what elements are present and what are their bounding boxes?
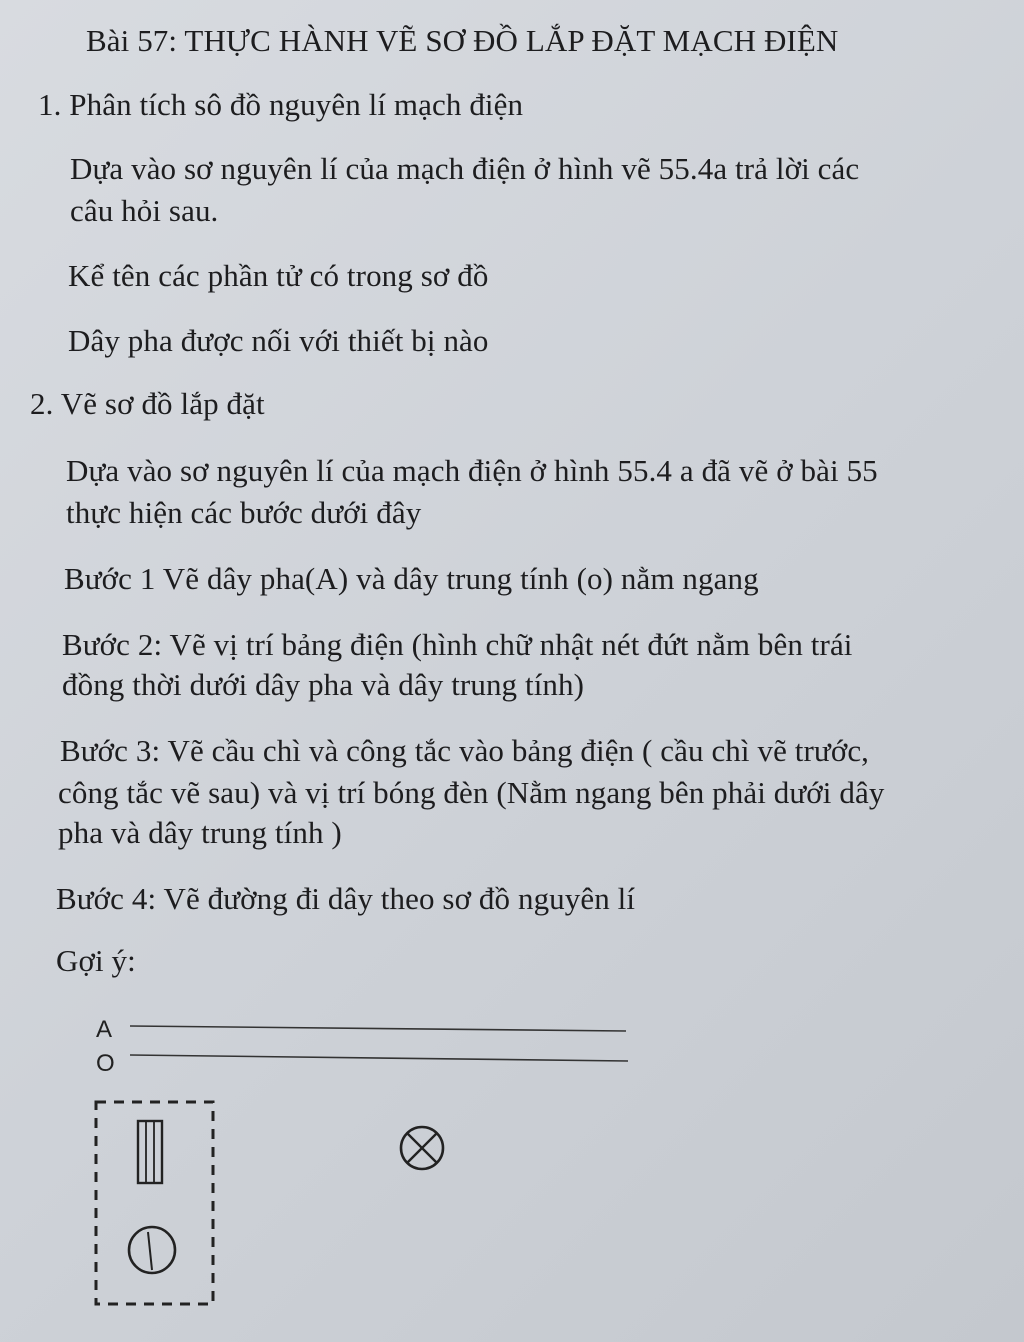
section-2-heading: 2. Vẽ sơ đồ lắp đặt bbox=[30, 386, 265, 421]
step-2-line-2: đồng thời dưới dây pha và dây trung tính) bbox=[62, 667, 585, 702]
step-3-line-2: công tắc vẽ sau) và vị trí bóng đèn (Nằm ngang bên phải dưới dây bbox=[58, 775, 885, 810]
phase-wire bbox=[130, 1026, 626, 1031]
section-2-intro-line-1: Dựa vào sơ nguyên lí của mạch điện ở hình 55.4 a đã vẽ ở bài 55 bbox=[66, 453, 878, 488]
question-1: Kể tên các phần tử có trong sơ đồ bbox=[68, 258, 489, 293]
section-1-intro-line-1: Dựa vào sơ nguyên lí của mạch điện ở hình vẽ 55.4a trả lời các bbox=[70, 151, 860, 186]
section-2-intro-line-2: thực hiện các bước dưới đây bbox=[66, 495, 422, 530]
step-2-line-1: Bước 2: Vẽ vị trí bảng điện (hình chữ nhật nét đứt nằm bên trái bbox=[62, 627, 853, 662]
hint-label: Gợi ý: bbox=[56, 943, 136, 978]
page-title: Bài 57: THỰC HÀNH VẼ SƠ ĐỒ LẮP ĐẶT MẠCH ĐIỆN bbox=[86, 23, 839, 58]
step-4: Bước 4: Vẽ đường đi dây theo sơ đồ nguyên lí bbox=[56, 881, 636, 916]
section-1-heading: 1. Phân tích sô đồ nguyên lí mạch điện bbox=[38, 87, 524, 122]
question-2: Dây pha được nối với thiết bị nào bbox=[68, 323, 489, 358]
neutral-wire-label: O bbox=[96, 1050, 115, 1077]
step-3-line-3: pha và dây trung tính ) bbox=[58, 815, 342, 850]
step-1: Bước 1 Vẽ dây pha(A) và dây trung tính (o) nằm ngang bbox=[64, 561, 759, 596]
section-1-intro-line-2: câu hỏi sau. bbox=[70, 193, 219, 228]
neutral-wire bbox=[130, 1055, 628, 1061]
step-3-line-1: Bước 3: Vẽ cầu chì và công tắc vào bảng điện ( cầu chì vẽ trước, bbox=[60, 733, 870, 768]
phase-wire-label: A bbox=[96, 1016, 113, 1043]
fuse-icon bbox=[138, 1121, 162, 1183]
lamp-icon bbox=[401, 1127, 443, 1169]
switch-icon bbox=[129, 1227, 175, 1273]
